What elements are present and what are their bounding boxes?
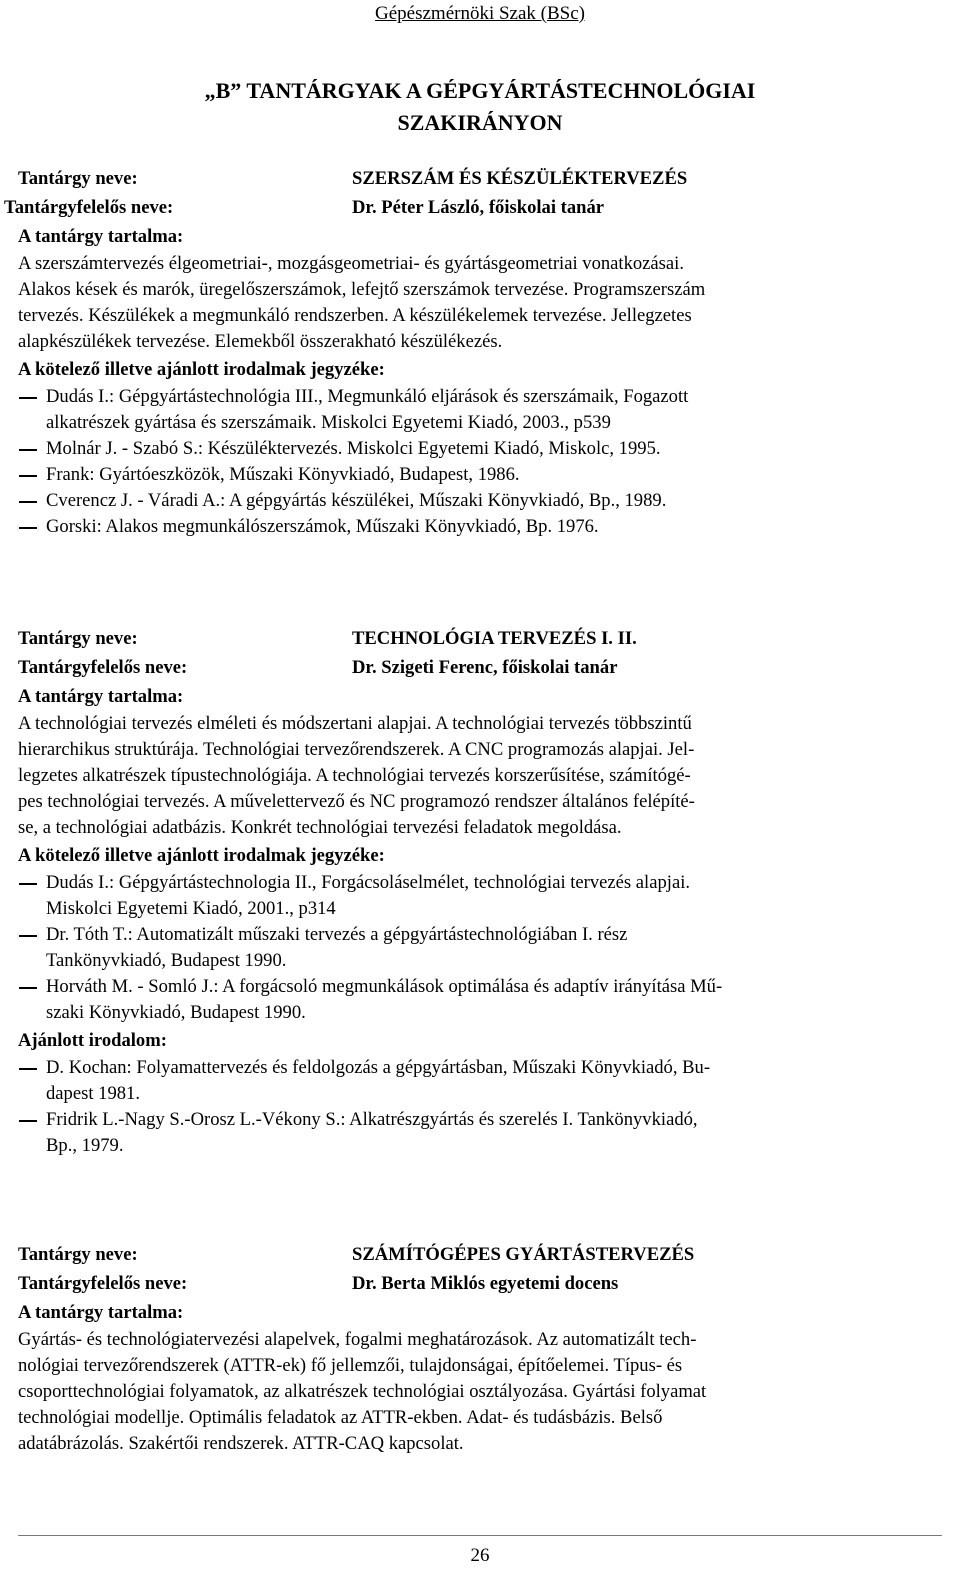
- reference-line: Dudás I.: Gépgyártástechnológia III., Megmunkáló eljárások és szerszámaik, Fogazott: [46, 386, 689, 407]
- reference-line: Fridrik L.-Nagy S.-Orosz L.-Vékony S.: Alkatrészgyártás és szerelés I. Tankönyvkiadó,: [46, 1109, 698, 1130]
- course-content-label: A tantárgy tartalma:: [18, 1302, 184, 1323]
- references-label: A kötelező illetve ajánlott irodalmak jegyzéke:: [18, 359, 385, 380]
- reference-line: Gorski: Alakos megmunkálószerszámok, Műszaki Könyvkiadó, Bp. 1976.: [46, 516, 599, 537]
- header-text: Gépészmérnöki Szak (BSc): [375, 3, 585, 24]
- course-lecturer: Dr. Péter László, főiskolai tanár: [352, 197, 605, 218]
- course-name: TECHNOLÓGIA TERVEZÉS I. II.: [352, 628, 637, 649]
- course-content: [18, 251, 948, 355]
- content-line: hierarchikus struktúrája. Technológiai tervezőrendszerek. A CNC programozás alapjai. Jel-: [18, 739, 695, 760]
- content-line: A technológiai tervezés elméleti és módszertani alapjai. A technológiai tervezés többszintű: [18, 713, 692, 734]
- page-title-line-1: „B” TANTÁRGYAK A GÉPGYÁRTÁSTECHNOLÓGIAI: [204, 78, 756, 103]
- references-list: [18, 870, 948, 1026]
- content-line: nológiai tervezőrendszerek (ATTR-ek) fő jellemzői, tulajdonságai, építőelemei. Típus- és: [18, 1355, 683, 1376]
- reference-line: alkatrészek gyártása és szerszámaik. Miskolci Egyetemi Kiadó, 2003., p539: [46, 412, 611, 433]
- recommended-literature-list: [18, 1055, 948, 1159]
- course-lecturer-label: Tantárgyfelelős neve:: [18, 657, 188, 678]
- reference-line: Molnár J. - Szabó S.: Készüléktervezés. Miskolci Egyetemi Kiadó, Miskolc, 1995.: [46, 438, 661, 459]
- content-line: Gyártás- és technológiatervezési alapelvek, fogalmi meghatározások. Az automatizált tech-: [18, 1329, 697, 1350]
- reference-line: Tankönyvkiadó, Budapest 1990.: [46, 950, 287, 971]
- page-title: [0, 75, 960, 139]
- content-line: A szerszámtervezés élgeometriai-, mozgásgeometriai- és gyártásgeometriai vonatkozásai.: [18, 253, 684, 274]
- running-header: [0, 3, 960, 25]
- content-line: se, a technológiai adatbázis. Konkrét technológiai tervezési feladatok megoldása.: [18, 817, 622, 838]
- course-lecturer-row: [18, 1269, 948, 1298]
- reference-item: [18, 922, 948, 974]
- course-lecturer-row: [4, 193, 948, 222]
- reference-line: Frank: Gyártóeszközök, Műszaki Könyvkiadó, Budapest, 1986.: [46, 464, 520, 485]
- reference-item: [18, 436, 948, 462]
- page-number: 26: [470, 1545, 490, 1566]
- course-name-label: Tantárgy neve:: [18, 1244, 138, 1265]
- course-content: [18, 711, 948, 841]
- reference-item: [18, 974, 948, 1026]
- course-lecturer-label: Tantárgyfelelős neve:: [18, 1273, 188, 1294]
- course-section-1: [4, 164, 948, 540]
- content-line: csoporttechnológiai folyamatok, az alkatrészek technológiai osztályozása. Gyártási folyamat: [18, 1381, 707, 1402]
- course-name-label: Tantárgy neve:: [18, 168, 138, 189]
- reference-line: Cverencz J. - Váradi A.: A gépgyártás készülékei, Műszaki Könyvkiadó, Bp., 1989.: [46, 490, 667, 511]
- course-name-row: [18, 1240, 948, 1269]
- course-content-label: A tantárgy tartalma:: [18, 686, 184, 707]
- content-line: tervezés. Készülékek a megmunkáló rendszerben. A készülékelemek tervezése. Jellegzetes: [18, 305, 692, 326]
- course-name: SZERSZÁM ÉS KÉSZÜLÉKTERVEZÉS: [352, 168, 688, 189]
- reference-item: [18, 870, 948, 922]
- reference-item: [18, 1107, 948, 1159]
- course-name-label: Tantárgy neve:: [18, 628, 138, 649]
- course-lecturer-row: [18, 653, 948, 682]
- content-line: technológiai modellje. Optimális feladatok az ATTR-ekben. Adat- és tudásbázis. Belső: [18, 1407, 663, 1428]
- reference-item: [18, 384, 948, 436]
- reference-line: Miskolci Egyetemi Kiadó, 2001., p314: [46, 898, 336, 919]
- content-line: legzetes alkatrészek típustechnológiája. A technológiai tervezés korszerűsítése, számítógé-: [18, 765, 691, 786]
- content-line: Alakos kések és marók, üregelőszerszámok, lefejtő szerszámok tervezése. Programszerszám: [18, 279, 706, 300]
- course-content-label: A tantárgy tartalma:: [18, 226, 184, 247]
- reference-line: Dr. Tóth T.: Automatizált műszaki tervezés a gépgyártástechnológiában I. rész: [46, 924, 628, 945]
- reference-line: Horváth M. - Somló J.: A forgácsoló megmunkálások optimálása és adaptív irányítása Mű-: [46, 976, 723, 997]
- footer-divider: [18, 1535, 942, 1536]
- reference-item: [18, 514, 948, 540]
- reference-line: Dudás I.: Gépgyártástechnologia II., Forgácsoláselmélet, technológiai tervezés alapjai.: [46, 872, 691, 893]
- content-line: pes technológiai tervezés. A művelettervező és NC programozó rendszer általános felépíté-: [18, 791, 695, 812]
- references-list: [18, 384, 948, 540]
- course-section-2: [18, 624, 948, 1159]
- course-lecturer: Dr. Szigeti Ferenc, főiskolai tanár: [352, 657, 618, 678]
- course-lecturer-label: Tantárgyfelelős neve:: [4, 197, 174, 218]
- content-line: adatábrázolás. Szakértői rendszerek. ATTR-CAQ kapcsolat.: [18, 1433, 464, 1454]
- reference-item: [18, 462, 948, 488]
- references-label: A kötelező illetve ajánlott irodalmak jegyzéke:: [18, 845, 385, 866]
- course-name-row: [18, 624, 948, 653]
- content-line: alapkészülékek tervezése. Elemekből összerakható készülékezés.: [18, 331, 503, 352]
- reference-item: [18, 1055, 948, 1107]
- course-name: SZÁMÍTÓGÉPES GYÁRTÁSTERVEZÉS: [352, 1244, 695, 1265]
- reference-line: D. Kochan: Folyamattervezés és feldolgozás a gépgyártásban, Műszaki Könyvkiadó, Bu-: [46, 1057, 711, 1078]
- reference-line: szaki Könyvkiadó, Budapest 1990.: [46, 1002, 306, 1023]
- reference-item: [18, 488, 948, 514]
- recommended-literature-label: Ajánlott irodalom:: [18, 1030, 167, 1051]
- course-content: [18, 1327, 948, 1457]
- reference-line: Bp., 1979.: [46, 1135, 124, 1156]
- course-name-row: [18, 164, 948, 193]
- course-lecturer: Dr. Berta Miklós egyetemi docens: [352, 1273, 619, 1294]
- course-section-3: [18, 1240, 948, 1457]
- page-title-line-2: SZAKIRÁNYON: [397, 110, 563, 135]
- reference-line: dapest 1981.: [46, 1083, 140, 1104]
